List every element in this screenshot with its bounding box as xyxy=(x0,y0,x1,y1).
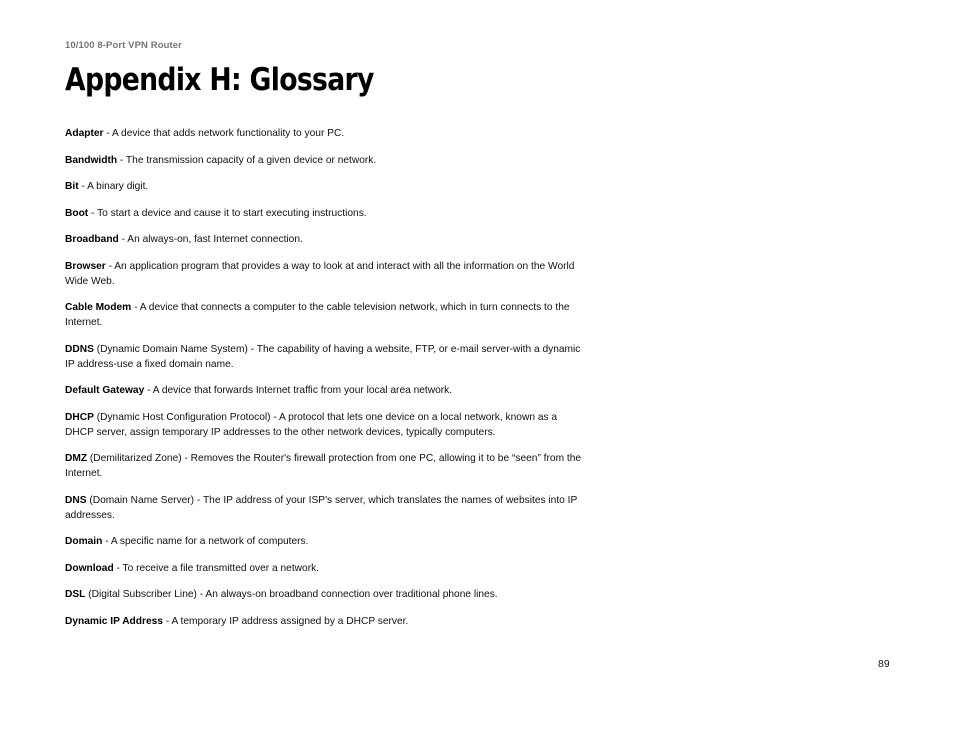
glossary-definition: - A device that forwards Internet traffic from your local area network. xyxy=(144,385,453,396)
glossary-term: Bit xyxy=(65,181,79,192)
glossary-entry-browser xyxy=(65,259,587,289)
glossary-entry-bandwidth xyxy=(65,153,587,168)
page-number: 89 xyxy=(878,658,890,670)
glossary-term: Browser xyxy=(65,260,106,272)
page-title: Appendix H: Glossary xyxy=(65,62,374,98)
glossary-entry-ddns xyxy=(65,342,587,372)
glossary-term: Boot xyxy=(65,207,89,219)
glossary-definition: - An always-on, fast Internet connection. xyxy=(118,234,303,245)
glossary-term: Adapter xyxy=(65,128,104,139)
glossary-term: DDNS xyxy=(65,343,94,355)
glossary-list xyxy=(65,126,587,640)
glossary-definition: - An application program that provides a way to look at and interact with all the information on the World Wide Web. xyxy=(65,260,575,287)
glossary-term: Default Gateway xyxy=(65,385,145,396)
glossary-definition: - A device that connects a computer to the cable television network, which in turn connects to the Internet. xyxy=(65,302,570,328)
glossary-entry-bit xyxy=(65,179,587,194)
glossary-entry-dhcp xyxy=(65,410,587,440)
glossary-entry-adapter xyxy=(65,126,587,141)
running-header: 10/100 8-Port VPN Router xyxy=(65,40,182,51)
glossary-term: DHCP xyxy=(65,411,94,423)
glossary-definition: - A binary digit. xyxy=(78,181,149,192)
glossary-definition: - To start a device and cause it to start executing instructions. xyxy=(88,207,367,219)
glossary-entry-default-gateway xyxy=(65,383,587,398)
glossary-definition: (Dynamic Host Configuration Protocol) - A protocol that lets one device on a local network, known as a DHCP server, assign temporary IP addresses to the other network devices, typically computers. xyxy=(65,411,558,438)
glossary-definition: (Domain Name Server) - The IP address of your ISP's server, which translates the names of websites into IP addresses. xyxy=(65,494,578,521)
glossary-term: Dynamic IP Address xyxy=(65,615,163,627)
glossary-entry-dns xyxy=(65,493,587,523)
glossary-term: Cable Modem xyxy=(65,302,132,313)
glossary-definition: - The transmission capacity of a given device or network. xyxy=(117,154,377,166)
glossary-definition: - A device that adds network functionality to your PC. xyxy=(103,128,345,139)
glossary-definition: (Digital Subscriber Line) - An always-on broadband connection over traditional phone lines. xyxy=(85,589,498,600)
glossary-definition: (Demilitarized Zone) - Removes the Router's firewall protection from one PC, allowing it to be “seen” from the Internet. xyxy=(65,453,582,479)
glossary-definition: - A temporary IP address assigned by a DHCP server. xyxy=(162,615,409,627)
glossary-entry-download xyxy=(65,561,587,576)
glossary-term: Broadband xyxy=(65,234,119,245)
glossary-term: Domain xyxy=(65,536,103,547)
glossary-term: Bandwidth xyxy=(65,154,118,166)
glossary-term: DSL xyxy=(65,589,86,600)
glossary-entry-broadband xyxy=(65,232,587,247)
glossary-term: DMZ xyxy=(65,453,88,464)
glossary-entry-dynamic-ip-address xyxy=(65,614,587,629)
glossary-entry-cable-modem xyxy=(65,300,587,330)
glossary-entry-dsl xyxy=(65,587,587,602)
glossary-term: Download xyxy=(65,562,114,574)
glossary-definition: (Dynamic Domain Name System) - The capability of having a website, FTP, or e-mail server-with a dynamic IP address-use a fixed domain name. xyxy=(65,343,581,370)
glossary-definition: - To receive a file transmitted over a network. xyxy=(113,562,320,574)
glossary-definition: - A specific name for a network of computers. xyxy=(102,536,309,547)
glossary-entry-boot xyxy=(65,206,587,221)
glossary-term: DNS xyxy=(65,494,87,506)
glossary-entry-domain xyxy=(65,534,587,549)
glossary-entry-dmz xyxy=(65,451,587,481)
